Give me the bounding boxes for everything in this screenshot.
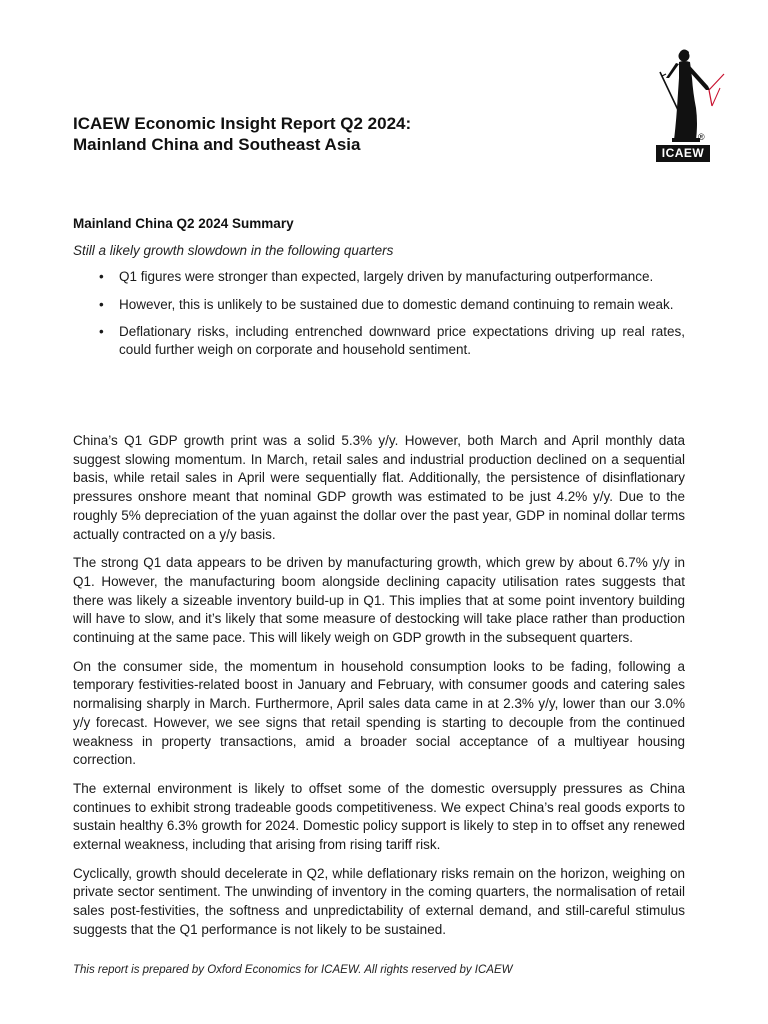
summary-bullet [73,323,685,358]
summary-bullet-text: Q1 figures were stronger than expected, largely driven by manufacturing outperformance. [119,269,654,284]
report-title [73,113,593,155]
bullet-dot-icon: • [99,324,104,339]
summary-heading: Mainland China Q2 2024 Summary [73,216,294,231]
body-paragraph: The external environment is likely to offset some of the domestic oversupply pressures as China continues to exhibit strong tradeable goods competitiveness. We expect China’s real goods exports to sustain healthy 6.3% growth for 2024. Domestic policy support is likely to step in to offset any renewed external weakness, including that arising from rising tariff risk. [73,780,685,853]
body-paragraph: On the consumer side, the momentum in household consumption looks to be fading, following a temporary festivities-related boost in January and February, with consumer goods and catering sales normalising sharply in March. Furthermore, April sales data came in at 2.3% y/y, lower than our 3.0% y/y forecast. However, we see signs that retail spending is starting to decouple from the continued weakness in property transactions, amid a broader social acceptance of a multiyear housing correction. [73,658,685,768]
summary-bullet [73,268,685,286]
summary-subtitle: Still a likely growth slowdown in the following quarters [73,243,394,258]
icaew-logo-text: ICAEW [656,145,710,162]
summary-bullet-text: However, this is unlikely to be sustained due to domestic demand continuing to remain weak. [119,296,674,312]
summary-bullet-list [73,268,685,368]
footer-note: This report is prepared by Oxford Economics for ICAEW. All rights reserved by ICAEW [73,964,513,976]
body-paragraph: China’s Q1 GDP growth print was a solid 5.3% y/y. However, both March and April monthly data suggest slowing momentum. In March, retail sales and industrial production declined on a sequential basis, while retail sales in April were sequentially flat. Additionally, the persistence of disinflationary pressures onshore meant that nominal GDP growth was estimated to be just 4.2% y/y. Due to the roughly 5% depreciation of the yuan against the dollar over the past year, GDP in nominal dollar terms actually contracted on a y/y basis. [73,433,685,542]
body-text [73,432,685,950]
bullet-dot-icon: • [99,296,104,312]
report-title-line-1: ICAEW Economic Insight Report Q2 2024: [73,114,412,133]
body-paragraph: Cyclically, growth should decelerate in Q2, while deflationary risks remain on the horizon, weighing on private sector sentiment. The unwinding of inventory in the coming quarters, the normalisation of retail sales post-festivities, the softness and unpredictability of external demand, and still-careful stimulus suggests that the Q1 performance is not likely to be sustained. [73,865,685,937]
bullet-dot-icon: • [99,269,104,284]
justice-figure-icon [652,48,732,148]
registered-mark: ® [698,132,705,142]
summary-bullet [73,296,685,314]
summary-bullet-text: Deflationary risks, including entrenched downward price expectations driving up real rates, could further weigh on corporate and household sentiment. [119,324,685,357]
body-paragraph: The strong Q1 data appears to be driven by manufacturing growth, which grew by about 6.7% y/y in Q1. However, the manufacturing boom alongside declining capacity utilisation rates suggests that there was likely a sizeable inventory build-up in Q1. This implies that at some point inventory building will have to slow, and it’s likely that some measure of destocking will take place rather than production continuing at the same pace. This will likely weigh on GDP growth in the subsequent quarters. [73,555,685,646]
report-title-line-2: Mainland China and Southeast Asia [73,135,361,154]
icaew-logo [652,48,732,163]
